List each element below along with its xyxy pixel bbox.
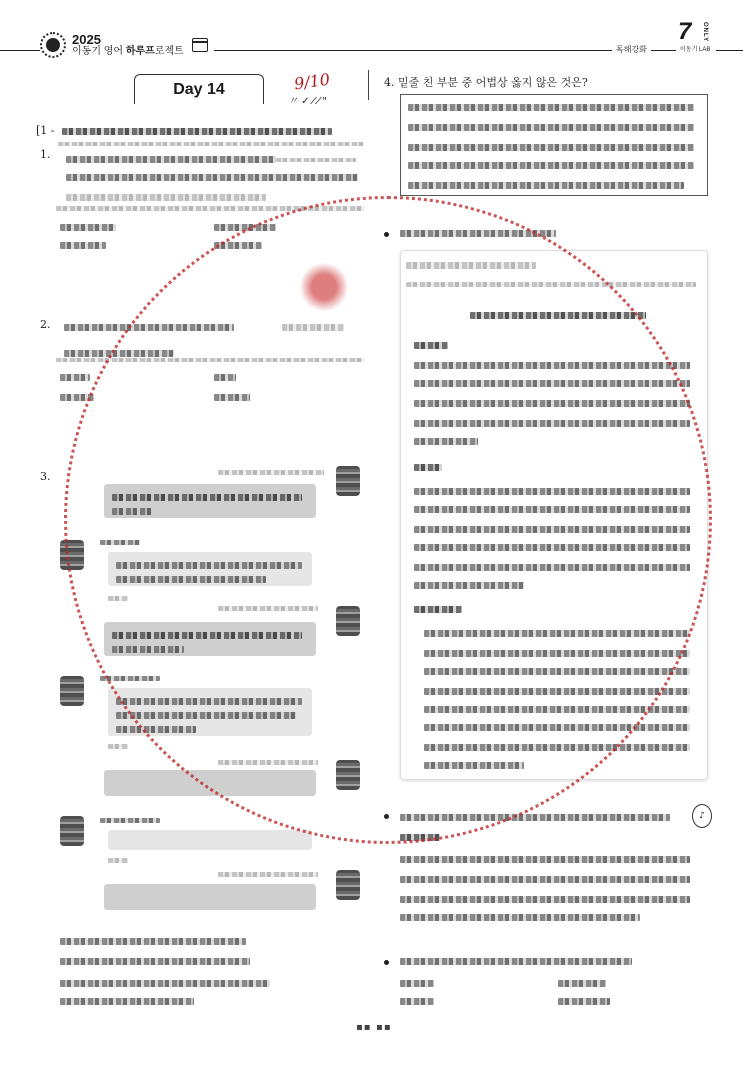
article-line	[414, 544, 690, 551]
passage-line	[408, 124, 694, 131]
question-6-line	[400, 856, 690, 863]
chat-timestamp	[218, 872, 318, 877]
annotation-mark	[292, 262, 356, 312]
passage-line	[408, 144, 694, 151]
question-6-marker	[384, 814, 389, 819]
score-scribble: 〃 ✓ ⁄ ⁄ "	[288, 96, 328, 107]
speaker-icon[interactable]: ♪	[692, 804, 712, 828]
question-1-choice-4[interactable]	[214, 242, 262, 249]
chat-avatar-left	[60, 816, 84, 846]
question-7-marker	[384, 960, 389, 965]
chat-message	[112, 508, 152, 515]
chat-avatar-left	[60, 540, 84, 570]
article-section-label	[414, 464, 442, 471]
article-line	[414, 362, 690, 369]
article-section-label	[414, 606, 462, 613]
series-year: 2025	[72, 31, 101, 47]
article-line	[424, 706, 690, 713]
page-number: ▪▪ ▪▪	[356, 1022, 392, 1033]
chat-message	[116, 698, 302, 705]
chat-message	[112, 632, 302, 639]
chat-message	[112, 494, 302, 501]
article-line	[424, 762, 524, 769]
article-title	[470, 312, 646, 319]
article-line	[424, 744, 690, 751]
chat-message	[116, 576, 266, 583]
question-2-choice-4[interactable]	[214, 394, 250, 401]
sun-icon	[40, 32, 66, 58]
article-line	[414, 506, 690, 513]
question-3-choice-2[interactable]	[60, 958, 250, 965]
chat-time	[108, 744, 128, 749]
question-6-line	[400, 896, 690, 903]
question-2-text	[282, 324, 344, 331]
article-header	[406, 262, 536, 269]
question-6-line	[400, 876, 690, 883]
column-divider	[368, 70, 369, 100]
chat-message	[112, 646, 184, 653]
question-1-text	[66, 156, 276, 163]
question-2-rule	[56, 358, 364, 362]
article-line	[414, 582, 524, 589]
section-label: 독해강화	[612, 44, 651, 55]
question-3-choice-4[interactable]	[60, 998, 194, 1005]
question-6-title	[400, 814, 670, 821]
question-3-choice-1[interactable]	[60, 938, 246, 945]
question-4-title: 4. 밑줄 친 부분 중 어법상 옳지 않은 것은?	[384, 76, 588, 89]
article-line	[414, 564, 690, 571]
question-3-choice-3[interactable]	[60, 980, 270, 987]
question-6-label	[400, 834, 440, 841]
question-2-text	[64, 324, 234, 331]
question-2-choice-1[interactable]	[60, 374, 90, 381]
question-1-text	[66, 174, 358, 181]
question-7-choice-4[interactable]	[558, 998, 610, 1005]
question-2-choice-3[interactable]	[60, 394, 94, 401]
question-7-choice-1[interactable]	[400, 980, 434, 987]
article-line	[414, 488, 690, 495]
article-line	[414, 380, 690, 387]
question-1-choice-2[interactable]	[214, 224, 276, 231]
chat-time	[108, 858, 128, 863]
article-line	[424, 724, 690, 731]
series-brand	[40, 32, 214, 58]
question-1-rule	[56, 206, 364, 211]
question-1-text	[66, 194, 266, 201]
question-5-title	[400, 230, 556, 237]
chat-avatar-right	[336, 606, 360, 636]
passage-line	[408, 182, 684, 189]
question-5-marker	[384, 232, 389, 237]
chat-sender-name	[100, 818, 160, 823]
question-5-article-box	[400, 250, 708, 780]
chat-avatar-right	[336, 870, 360, 900]
article-line	[424, 688, 690, 695]
chat-timestamp	[218, 606, 318, 611]
chat-avatar-right	[336, 760, 360, 790]
question-7-choice-2[interactable]	[558, 980, 606, 987]
question-2-choice-2[interactable]	[214, 374, 236, 381]
instruction-line	[62, 128, 332, 135]
article-section-label	[414, 342, 448, 349]
day-tab: Day 14	[134, 74, 264, 104]
chat-bubble-right	[104, 884, 316, 910]
chat-time	[108, 596, 128, 601]
chat-message	[116, 712, 296, 719]
series-title: 이동기 영어 하루프로젝트	[72, 45, 184, 57]
chat-avatar-left	[60, 676, 84, 706]
chat-timestamp	[218, 470, 324, 475]
article-line	[414, 420, 690, 427]
question-1-number: 1.	[40, 148, 51, 161]
chat-timestamp	[218, 760, 318, 765]
handwritten-score: 9/10	[292, 69, 332, 94]
chat-bubble-left	[108, 830, 312, 850]
article-line	[424, 668, 690, 675]
article-header	[406, 282, 696, 287]
article-line	[424, 630, 690, 637]
article-line	[414, 438, 478, 445]
question-1-blank	[276, 158, 356, 162]
article-line	[414, 400, 690, 407]
question-6-line	[400, 914, 640, 921]
article-line	[424, 650, 690, 657]
chat-sender-name	[100, 676, 160, 681]
passage-line	[408, 104, 694, 111]
chat-message	[116, 562, 302, 569]
chat-bubble-right	[104, 770, 316, 796]
chat-avatar-right	[336, 466, 360, 496]
question-2-text	[64, 350, 174, 357]
question-1-choice-1[interactable]	[60, 224, 116, 231]
chat-message	[116, 726, 196, 733]
question-2-number: 2.	[40, 318, 51, 331]
question-3-number: 3.	[40, 470, 51, 483]
intro-marker: [1 -	[36, 124, 55, 137]
article-line	[414, 526, 690, 533]
passage-line	[408, 162, 694, 169]
publisher-logo: 7 ONLY 이동기 LAB	[676, 20, 716, 54]
instruction-rule	[58, 142, 364, 146]
question-7-choice-3[interactable]	[400, 998, 434, 1005]
question-1-choice-3[interactable]	[60, 242, 106, 249]
chat-sender-name	[100, 540, 140, 545]
calendar-icon	[192, 38, 208, 52]
question-7-title	[400, 958, 632, 965]
